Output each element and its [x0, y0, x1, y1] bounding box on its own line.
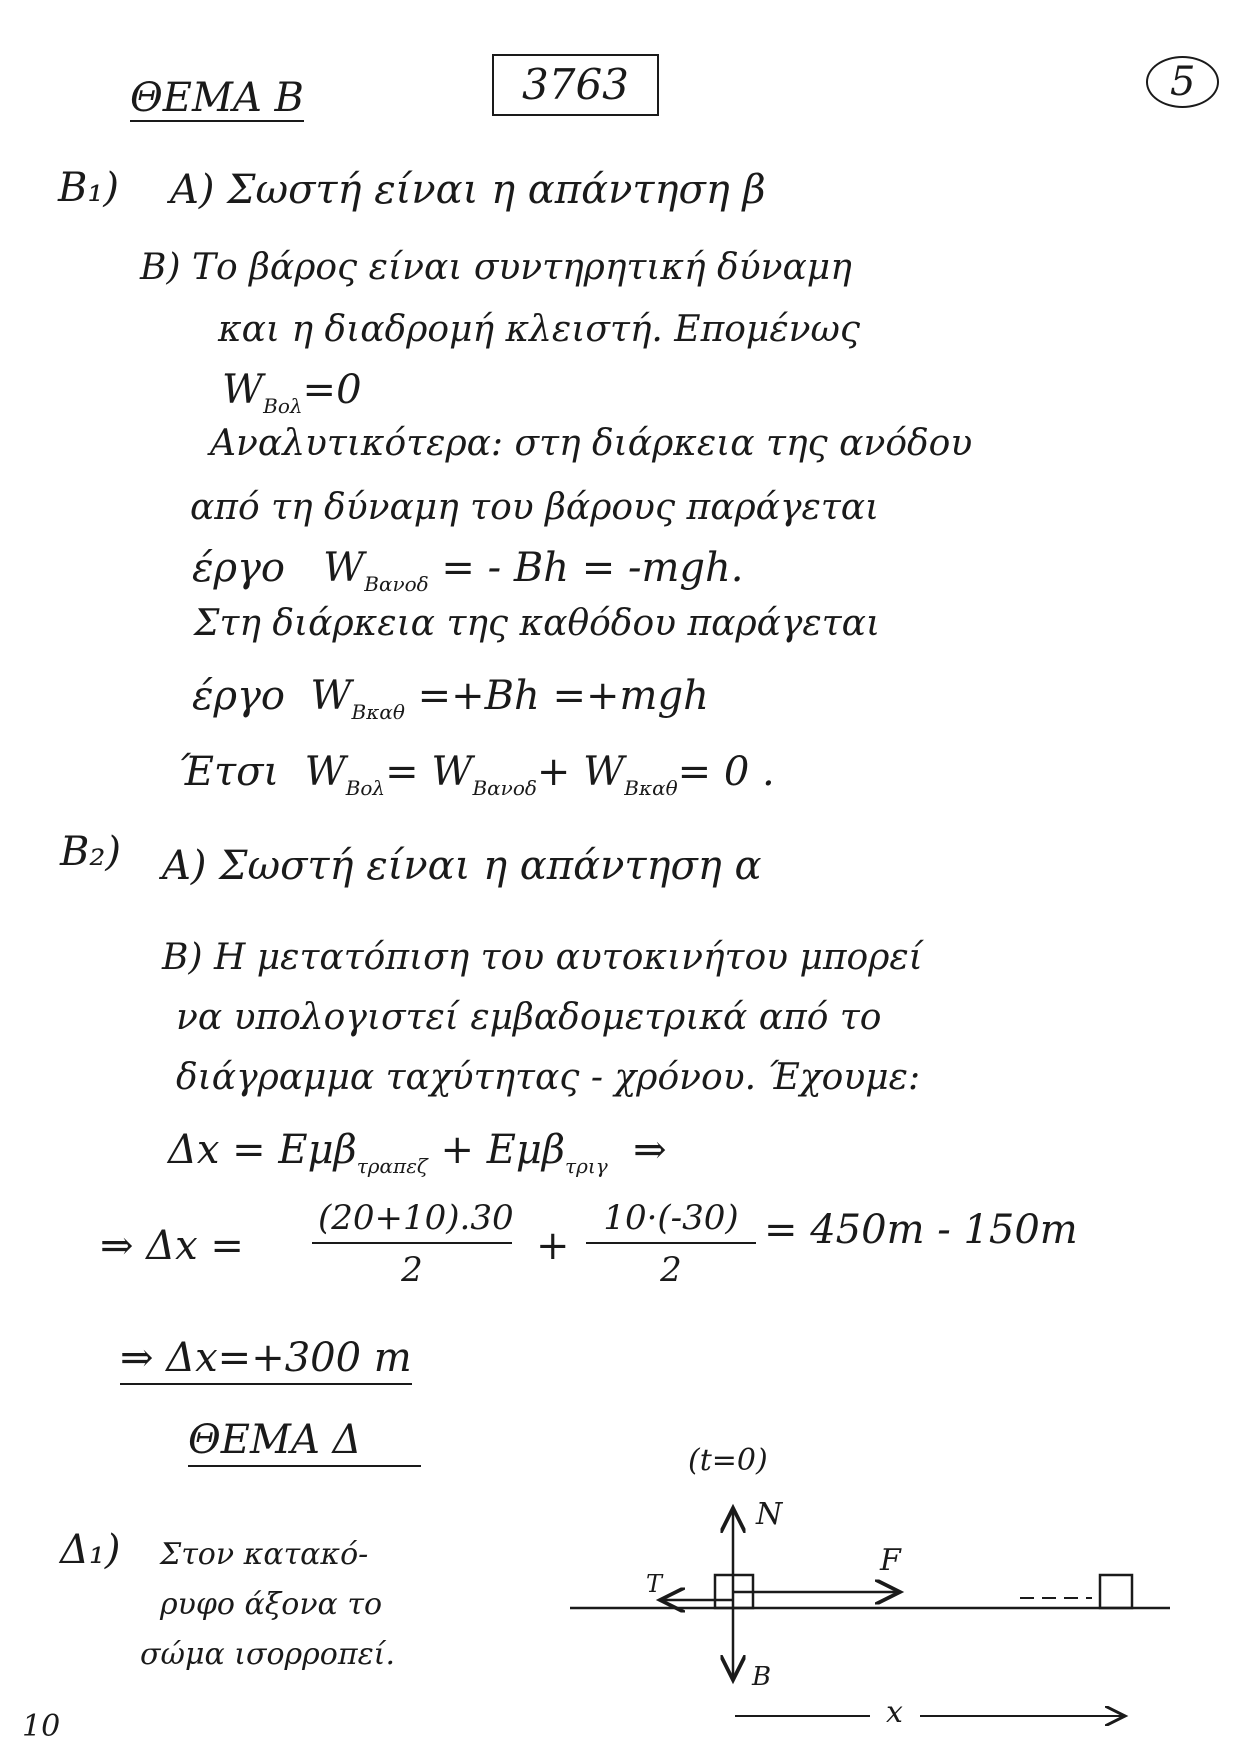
dx-sub1: τραπεζ [356, 1154, 428, 1178]
frac1-den: 2 [401, 1250, 423, 1290]
sum-sub1: Βολ [345, 776, 386, 800]
margin-number: 10 [22, 1709, 61, 1744]
work-label-2: έργο [192, 673, 285, 719]
d1-line1: Στον κατακό- [160, 1537, 369, 1572]
calc-start: ⇒ Δx = [100, 1223, 244, 1269]
frac1-num: (20+10).30 [312, 1198, 512, 1244]
b2-part-b-line2: να υπολογιστεί εμβαδομετρικά από το [176, 997, 882, 1038]
w-down-rest: =+Βh =+mgh [417, 673, 709, 719]
b1-part-a: A) Σωστή είναι η απάντηση β [170, 167, 766, 213]
dx-plus: + Εμβ [440, 1127, 566, 1173]
exam-code-box: 3763 [492, 54, 659, 116]
block-end [1100, 1575, 1132, 1608]
w-total-rest: =0 [302, 367, 362, 413]
normal-label: N [756, 1497, 783, 1532]
dx-start: Δx = Εμβ [168, 1127, 357, 1173]
sum-eq: = W [385, 749, 473, 795]
w-up-sub: Βανοδ [364, 572, 429, 596]
w-down-sub: Βκαθ [351, 700, 405, 724]
d1-line2: ρυφο άξονα το [160, 1587, 383, 1622]
frac2-num: 10·(-30) [586, 1198, 756, 1244]
theme-d-title: ΘΕΜΑ Δ [188, 1417, 421, 1467]
w-down-base: W [310, 673, 352, 719]
calc-plus: + [536, 1223, 570, 1269]
detail-heading: Αναλυτικότερα: στη διάρκεια της ανόδου [210, 423, 973, 464]
sum-end: = 0 . [677, 749, 775, 795]
w-total-base: W [222, 367, 264, 413]
w-total-sub: Βολ [263, 394, 303, 418]
work-label: έργο [192, 545, 285, 591]
descent-line: Στη διάρκεια της καθόδου παράγεται [194, 603, 881, 644]
thus-label: Έτσι [178, 749, 280, 795]
b2-label: B₂) [60, 829, 122, 875]
friction-label: T [646, 1570, 663, 1598]
sum-w: W [304, 749, 346, 795]
page-number: 5 [1146, 56, 1219, 108]
theme-b-heading: ΘΕΜΑ Β [130, 75, 304, 121]
sum-plus: + W [536, 749, 625, 795]
w-up-base: W [323, 545, 365, 591]
force-label: F [880, 1543, 901, 1578]
b2-part-b-line3: διάγραμμα ταχύτητας - χρόνου. Έχουμε: [176, 1057, 921, 1098]
d1-label: Δ₁) [60, 1527, 121, 1573]
frac2-den: 2 [660, 1250, 682, 1290]
sum-sub3: Βκαθ [624, 776, 678, 800]
dx-final-text: ⇒ Δx=+300 m [120, 1335, 412, 1385]
detail-line2: από τη δύναμη του βάρους παράγεται [190, 487, 880, 528]
dx-arrow: ⇒ [633, 1127, 667, 1173]
weight-label: B [752, 1662, 772, 1692]
dx-sub2: τριγ [565, 1154, 608, 1178]
b1-label: B₁) [58, 165, 120, 211]
time-label: (t=0) [688, 1443, 768, 1478]
b2-part-a: A) Σωστή είναι η απάντηση α [162, 843, 762, 889]
b1-part-b-line1: B) Το βάρος είναι συντηρητική δύναμη [140, 247, 852, 288]
distance-label: x [886, 1695, 903, 1730]
calc-result: = 450m - 150m [764, 1207, 1078, 1253]
b2-part-b-line1: B) Η μετατόπιση του αυτοκινήτου μπορεί [162, 937, 923, 978]
w-up-rest: = - Βh = -mgh. [441, 545, 744, 591]
b1-part-b-line2: και η διαδρομή κλειστή. Επομένως [218, 309, 861, 350]
sum-sub2: Βανοδ [472, 776, 537, 800]
d1-line3: σώμα ισορροπεί. [140, 1637, 395, 1672]
